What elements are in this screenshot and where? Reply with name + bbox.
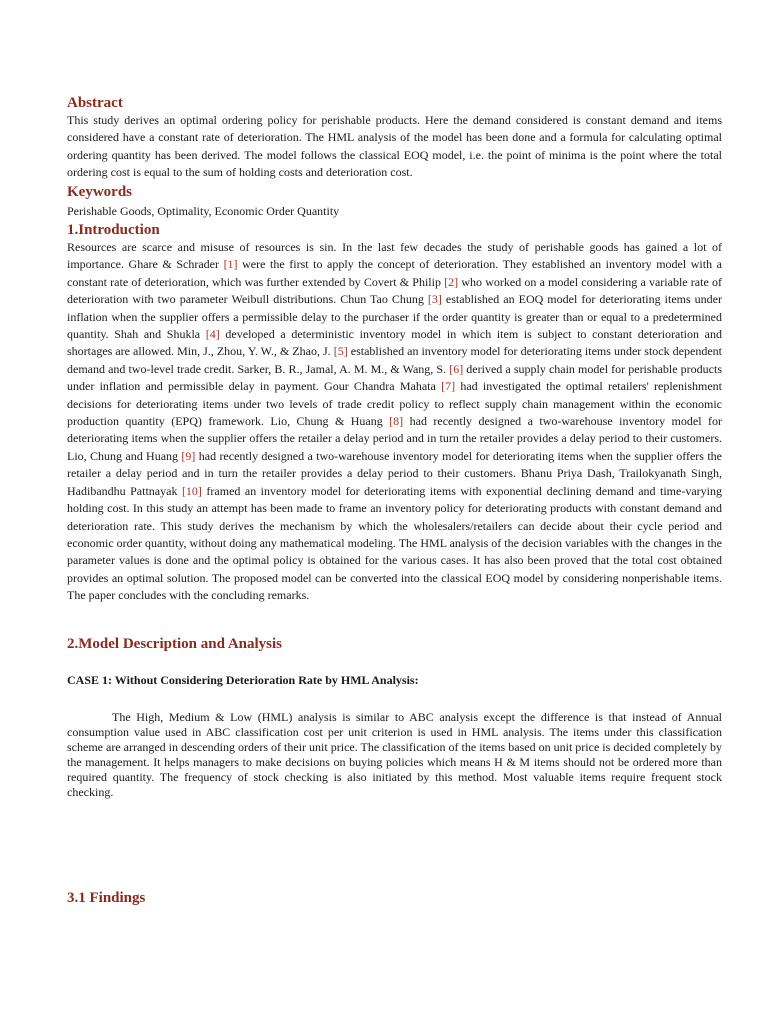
keywords-heading: Keywords (67, 184, 132, 200)
abstract-text: This study derives an optimal ordering policy for perishable products. Here the demand considered is constant demand and items considered have a constant rate of deterioration. The HML analysis of the model has been done and a formula for calculating optimal ordering quantity has been derived. The model follows the classical EOQ model, i.e. the point of minima is the point where the total ordering cost is equal to the sum of holding costs and deterioration cost. (67, 113, 722, 180)
citation-link-1[interactable]: [1] (223, 257, 238, 272)
citation-link-4[interactable]: [4] (205, 327, 220, 342)
intro-segment: had recently designed a two-warehouse inventory model for deteriorating items when the supplier offers the retailer a delay period and in turn the retailer provides a delay period to their customers. Bhanu Priya Dash, Trailokyanath Singh, Hadibandhu Pattnayak (67, 448, 722, 498)
intro-segment: Resources are scarce and misuse of resources is sin. In the last few decades the study of perishable goods has gained a lot of importance. Ghare & Schrader (67, 240, 722, 272)
citation-link-3[interactable]: [3] (427, 292, 442, 307)
citation-link-6[interactable]: [6] (449, 361, 464, 376)
case-1-title: CASE 1: Without Considering Deterioration Rate by HML Analysis: (67, 673, 419, 687)
abstract-heading: Abstract (67, 95, 123, 111)
model-text-body: The High, Medium & Low (HML) analysis is similar to ABC analysis except the difference is that instead of Annual consumption value used in ABC classification cost per unit criterion is used in HML analysis. The items under this classification scheme are arranged in descending orders of their unit price. The classification of the items based on unit price is decided completely by the management. It helps managers to make decisions on buying policies which means H & M items should not be ordered more than required quantity. The frequency of stock checking is also initiated by this method. Most valuable items require frequent stock checking. (67, 710, 722, 799)
intro-segment: framed an inventory model for deteriorating items with exponential declining demand and time-varying holding cost. In this study an attempt has been made to frame an inventory policy for deteriorating products with constant demand and deterioration rate. This study derives the mechanism by which the wholesalers/retailers can decide about their cycle period and economic order quantity, without doing any mathematical modeling. The HML analysis of the decision variables with the changes in the parameter values is done and the optimal policy is obtained for the various cases. It has also been proved that the total cost obtained provides an optimal solution. The proposed model can be converted into the classical EOQ model by considering nonperishable items. The paper concludes with the concluding remarks. (67, 483, 722, 603)
keywords-text: Perishable Goods, Optimality, Economic Order Quantity (67, 204, 340, 218)
citation-link-7[interactable]: [7] (441, 379, 456, 394)
model-heading: 2.Model Description and Analysis (67, 636, 283, 652)
citation-link-10[interactable]: [10] (181, 483, 202, 498)
citation-link-5[interactable]: [5] (333, 344, 348, 359)
model-text (67, 710, 722, 800)
intro-segment: were the first to apply the concept of deterioration. They established an inventory model with a constant rate of deterioration, which was further extended by Covert & Philip (67, 257, 722, 289)
citation-link-8[interactable]: [8] (389, 414, 404, 429)
citation-link-9[interactable]: [9] (181, 448, 196, 463)
introduction-text (67, 239, 722, 605)
intro-segment: derived a supply chain model for perishable products under inflation and permissible delay in payment. Gour Chandra Mahata (67, 361, 722, 394)
intro-segment: developed a deterministic inventory model in which item is subject to constant deterioration and shortages are allowed. Min, J., Zhou, Y. W., & Zhao, J. (67, 327, 722, 359)
intro-segment: had recently designed a two-warehouse inventory model for deteriorating items when the supplier offers the retailer a delay period and in turn the retailer provides a delay period to their customers. Lio, Chung and Huang (67, 414, 722, 463)
intro-segment: had investigated the optimal retailers' replenishment decisions for deteriorating items under two levels of trade credit policy to reflect supply chain management within the economic production quantity (EPQ) framework. Lio, Chung & Huang (67, 379, 722, 429)
introduction-heading: 1.Introduction (67, 222, 160, 238)
findings-heading: 3.1 Findings (67, 890, 146, 906)
intro-segment: established an EOQ model for deteriorating items under inflation when the supplier offers a permissible delay to the purchaser if the order quantity is greater than or equal to a predetermined quantity. Shah and Shukla (67, 292, 723, 342)
intro-segment: established an inventory model for deteriorating items under stock dependent demand and two-level trade credit. Sarker, B. R., Jamal, A. M. M., & Wang, S. (67, 344, 722, 376)
citation-link-2[interactable]: [2] (444, 274, 459, 289)
intro-segment: who worked on a model considering a variable rate of deterioration with two parameter Weibull distributions. Chun Tao Chung (67, 274, 722, 307)
